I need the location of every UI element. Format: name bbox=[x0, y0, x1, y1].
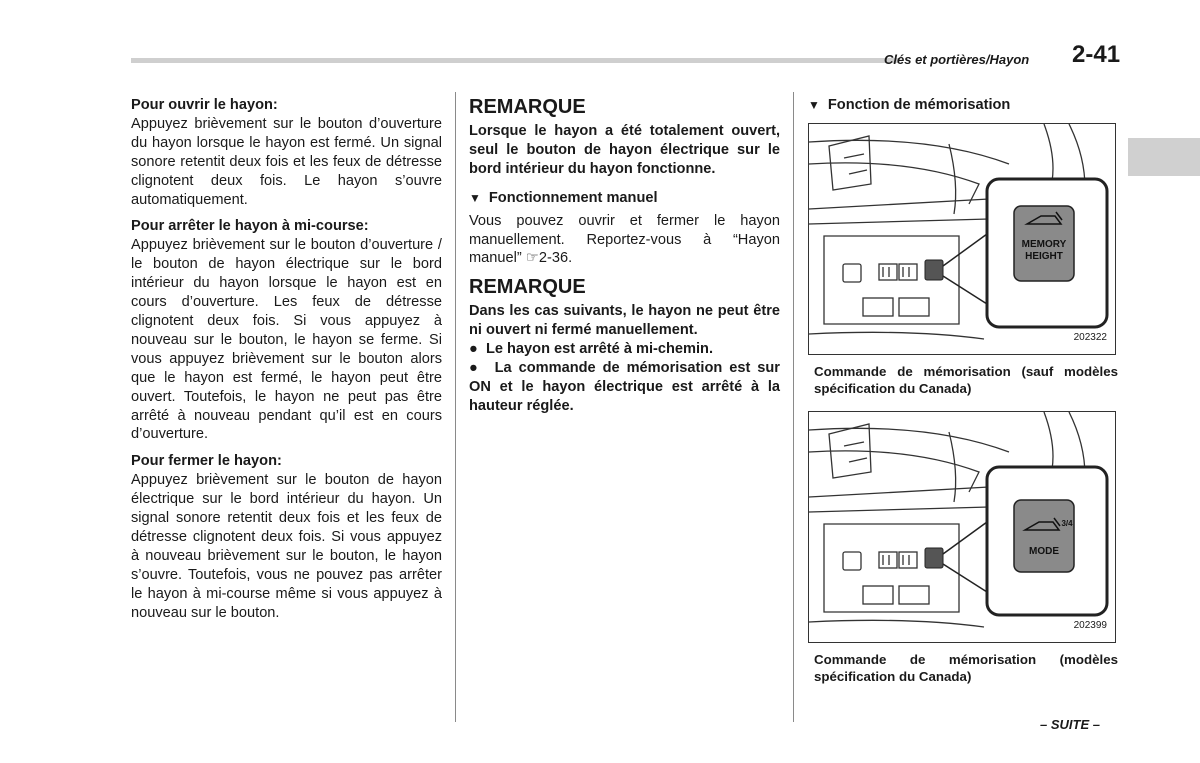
memory-height-button-label: HEIGHT bbox=[1025, 250, 1063, 262]
column-divider bbox=[793, 92, 794, 722]
section-heading-label: Fonction de mémorisation bbox=[827, 97, 1011, 113]
section-heading-label: Fonctionnement manuel bbox=[488, 189, 658, 206]
paragraph-manual: Vous pouvez ouvrir et fermer le hayon manuellement. Reportez-vous à “Hayon manuel” ☞2-36. bbox=[469, 212, 780, 267]
figure-number: 202399 bbox=[1073, 620, 1107, 631]
section-heading-memory bbox=[808, 96, 1118, 115]
mode-button-label: 3/4 bbox=[1061, 518, 1073, 528]
dashboard-illustration bbox=[809, 124, 1114, 353]
continued-marker: – SUITE – bbox=[1040, 717, 1100, 732]
triangle-marker-icon: ▼ bbox=[808, 98, 820, 112]
bullet-item: ● Le hayon est arrêté à mi-chemin. bbox=[469, 341, 714, 358]
figure-caption: Commande de mémorisation (modèles spécification du Canada) bbox=[814, 651, 1118, 684]
section-heading-manual bbox=[469, 189, 780, 208]
chapter-tab bbox=[1128, 138, 1200, 176]
remarque-intro: Dans les cas suivants, le hayon ne peut être ni ouvert ni fermé manuellement. bbox=[469, 303, 780, 339]
header-rule bbox=[131, 58, 899, 63]
paragraph-open: Appuyez brièvement sur le bouton d’ouverture du hayon lorsque le hayon est fermé. Un signal sonore retentit deux fois et les feux de détresse clignotent deux fois. Le hayon s’ouvre automatiquement. bbox=[131, 115, 442, 208]
page-number: 2-41 bbox=[1072, 41, 1121, 68]
triangle-marker-icon: ▼ bbox=[469, 190, 481, 205]
column-right bbox=[808, 96, 1118, 699]
column-divider bbox=[455, 92, 456, 722]
bullet-item: ● La commande de mémorisation est sur ON et le hayon électrique est arrêté à la hauteur réglée. bbox=[469, 360, 780, 414]
figure-caption: Commande de mémorisation (sauf modèles spécification du Canada) bbox=[814, 363, 1118, 396]
subheading-close: Pour fermer le hayon: bbox=[131, 453, 282, 470]
figure-3-4-mode bbox=[808, 411, 1116, 643]
figure-number: 202322 bbox=[1073, 332, 1107, 343]
paragraph-close: Appuyez brièvement sur le bouton de hayon électrique sur le bord intérieur du hayon. Un signal sonore retentit deux fois et les feux de détresse clignotent deux fois. Si vous appuyez à nouveau brièvement sur le bouton, le hayon s’ouvre. Toutefois, vous ne pouvez pas arrêter le hayon à mi-course même si vous appuyez à nouveau sur le bouton. bbox=[131, 472, 442, 621]
remarque-title: REMARQUE bbox=[469, 276, 586, 299]
mode-button-label: MODE bbox=[1029, 545, 1059, 557]
column-left bbox=[131, 96, 442, 630]
memory-height-button-label: MEMORY bbox=[1021, 238, 1067, 250]
dashboard-illustration bbox=[809, 412, 1114, 641]
column-middle bbox=[469, 96, 780, 416]
remarque-title: REMARQUE bbox=[469, 96, 586, 118]
subheading-open: Pour ouvrir le hayon: bbox=[131, 97, 278, 113]
section-title: Clés et portières/Hayon bbox=[884, 52, 1030, 67]
figure-memory-height bbox=[808, 123, 1116, 355]
paragraph-stop: Appuyez brièvement sur le bouton d’ouverture / le bouton de hayon électrique sur le bord intérieur du hayon lorsque le hayon est en cours d’ouverture. Les feux de détresse clignotent deux fois. Si vous appuyez à nouveau sur le bouton, le hayon se ferme. Si vous appuyez brièvement sur le bouton alors que le hayon est fermé, le hayon peut être ouvert. Toutefois, le hayon ne peut pas être arrêté à nouveau pendant qu’il est en cours d’ouverture. bbox=[131, 237, 442, 443]
remarque-text: Lorsque le hayon a été totalement ouvert, seul le bouton de hayon électrique sur le bord intérieur du hayon fonctionne. bbox=[469, 123, 780, 177]
subheading-stop: Pour arrêter le hayon à mi-course: bbox=[131, 218, 369, 235]
